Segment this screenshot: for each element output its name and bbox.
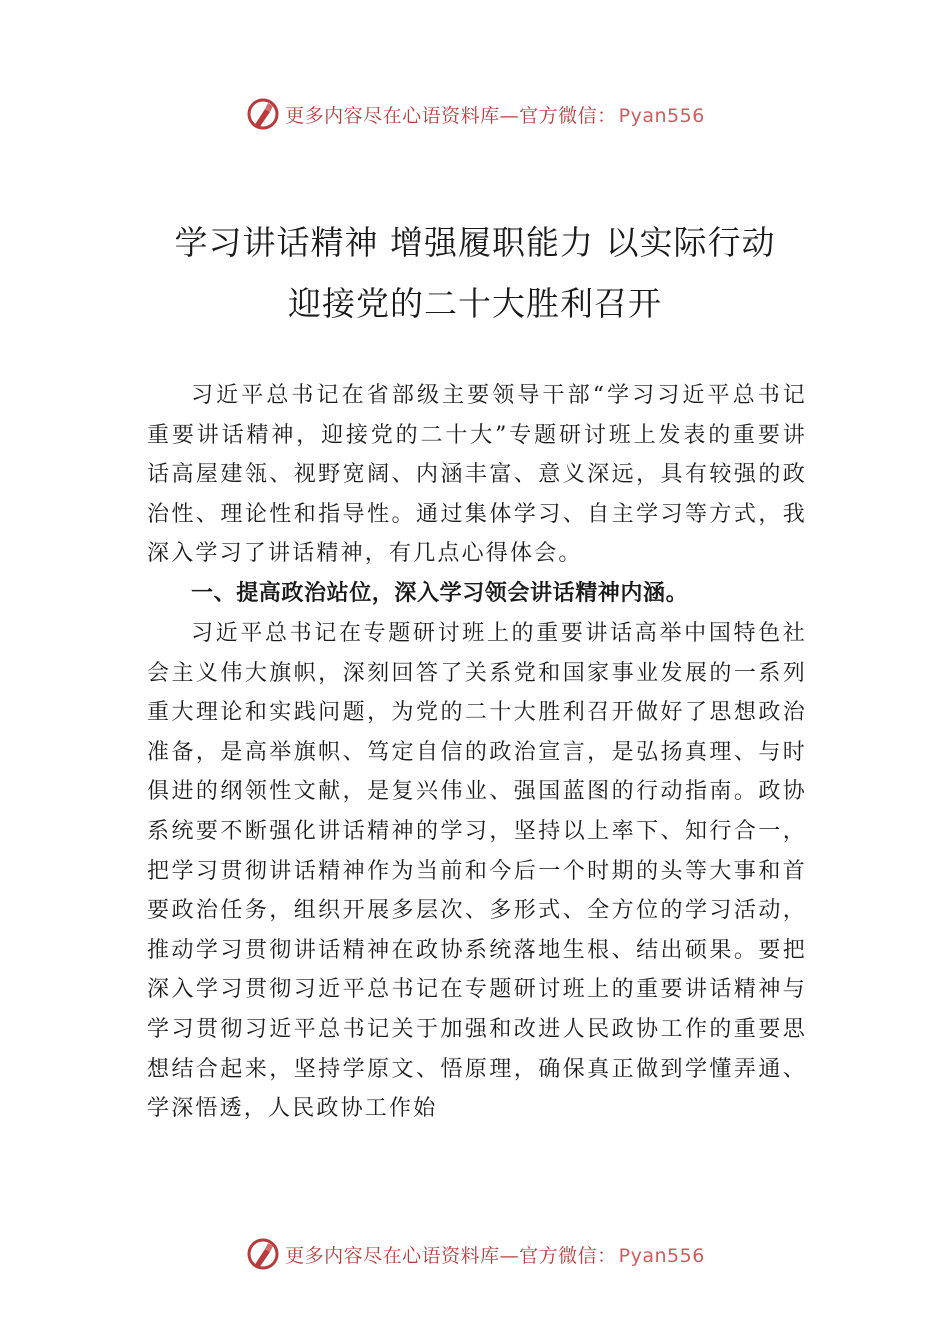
wechat-id: Pyan556	[618, 1244, 705, 1267]
body-paragraph-2: 习近平总书记在专题研讨班上的重要讲话高举中国特色社会主义伟大旗帜，深刻回答了关系党和国家事业发展的一系列重大理论和实践问题，为党的二十大胜利召开做好了思想政治准备，是高举旗帜、笃定自信的政治宣言，是弘扬真理、与时俱进的纲领性文献，是复兴伟业、强国蓝图的行动指南。政协系统要不断强化讲话精神的学习，坚持以上率下、知行合一，把学习贯彻讲话精神作为当前和今后一个时期的头等大事和首要政治任务，组织开展多层次、多形式、全方位的学习活动，推动学习贯彻讲话精神在政协系统落地生根、结出硕果。要把深入学习贯彻习近平总书记在专题研讨班上的重要讲话精神与学习贯彻习近平总书记关于加强和改进人民政协工作的重要思想结合起来，坚持学原文、悟原理，确保真正做到学懂弄通、学深悟透，人民政协工作始	[147, 621, 807, 1122]
watermark-text: 更多内容尽在心语资料库—官方微信： Pyan556	[285, 104, 705, 127]
document-title-line1: 学习讲话精神 增强履职能力 以实际行动	[174, 223, 776, 262]
pen-nib-circle-icon	[245, 96, 281, 132]
section-heading-1: 一、提高政治站位，深入学习领会讲话精神内涵。	[191, 581, 689, 606]
body-paragraph-1: 习近平总书记在省部级主要领导干部“学习习近平总书记重要讲话精神，迎接党的二十大”专题研讨班上发表的重要讲话高屋建瓴、视野宽阔、内涵丰富、意义深远，具有较强的政治性、理论性和指导性。通过集体学习、自主学习等方式，我深入学习了讲话精神，有几点心得体会。	[147, 383, 807, 567]
document-body	[147, 376, 807, 1208]
watermark-banner-bottom	[0, 1234, 950, 1274]
pen-nib-circle-icon	[245, 1236, 281, 1272]
wechat-id: Pyan556	[618, 104, 705, 127]
watermark-text: 更多内容尽在心语资料库—官方微信： Pyan556	[285, 1244, 705, 1267]
watermark-banner-top	[0, 94, 950, 134]
document-title-line2: 迎接党的二十大胜利召开	[288, 284, 662, 323]
